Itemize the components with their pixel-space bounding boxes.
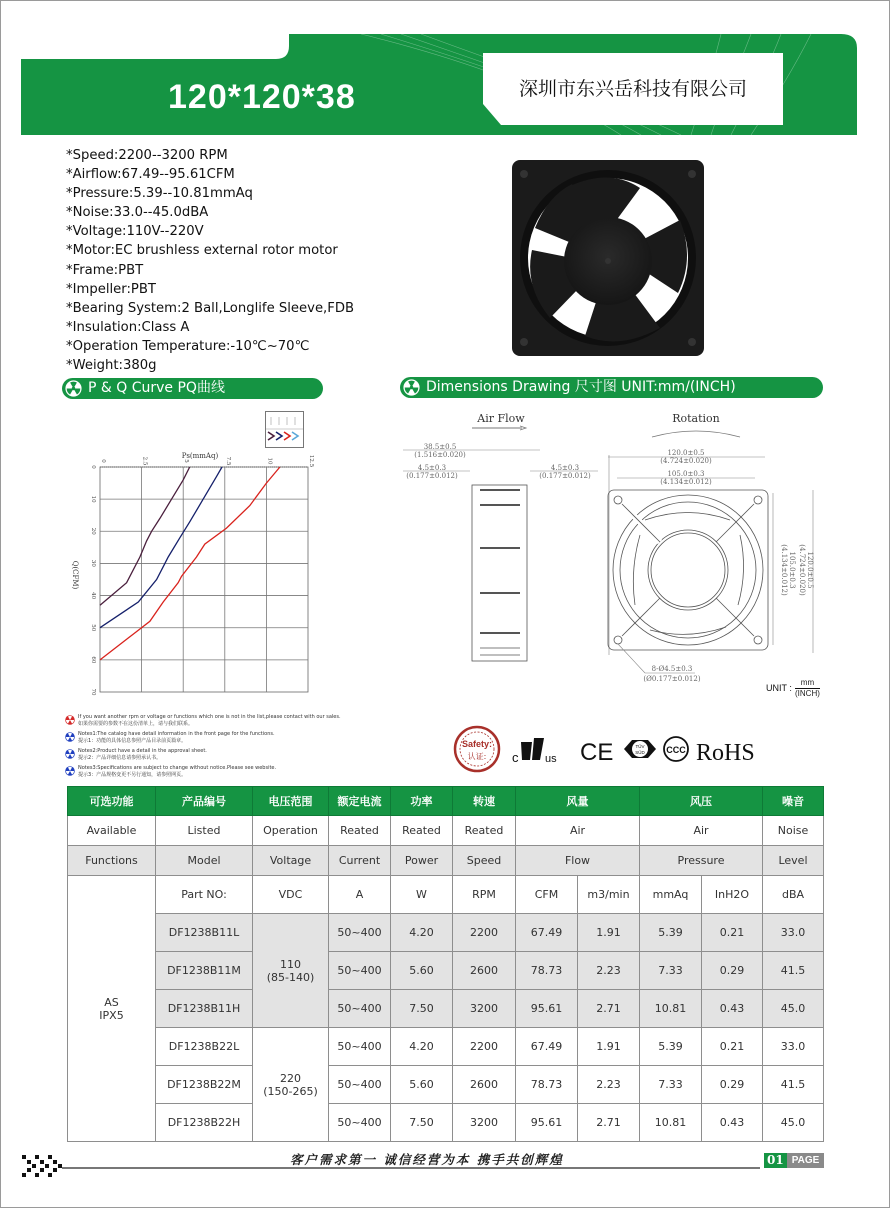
rohs-logo: RoHS — [696, 740, 755, 766]
mmaq-cell: 10.81 — [640, 1104, 702, 1142]
table-header-en-2 — [68, 846, 824, 876]
hole-pitch-dim-inch: (4.134±0.012) — [660, 478, 712, 486]
cfm-cell: 67.49 — [516, 1028, 578, 1066]
power-cell: 5.60 — [391, 952, 453, 990]
header-cell: Air — [516, 816, 640, 846]
flange-right-dim: 4.5±0.3 — [550, 464, 580, 472]
x-tick-label: 10 — [266, 457, 273, 465]
m3-cell: 1.91 — [578, 914, 640, 952]
voltage-cell — [253, 914, 329, 1028]
note-cn: 提示3：产品规格变更不另行通知，请参照网页。 — [78, 771, 187, 778]
m3-cell: 1.91 — [578, 1028, 640, 1066]
page-number: 01 — [764, 1153, 787, 1168]
power-cell: 4.20 — [391, 1028, 453, 1066]
rotation-label: Rotation — [672, 412, 720, 425]
header-cell: Voltage — [253, 846, 329, 876]
voltage-cell — [253, 1028, 329, 1142]
width-dim: 120.0±0.5 — [667, 449, 705, 457]
certification-text: 认证: — [467, 752, 487, 761]
mmaq-cell: 7.33 — [640, 952, 702, 990]
speed-cell: 2200 — [453, 1028, 516, 1066]
header-cell: Current — [329, 846, 391, 876]
y-tick-label: 40 — [90, 592, 96, 600]
header-cell: 风压 — [640, 787, 763, 816]
dba-cell: 33.0 — [763, 914, 824, 952]
section-header-pq-curve — [62, 378, 323, 399]
note-cn: 提示1：功能的具体信息参照产品目录前页篇章。 — [78, 737, 187, 744]
header-cell: Level — [763, 846, 824, 876]
unit-cell: dBA — [763, 876, 824, 914]
flange-left-dim-inch: (0.177±0.012) — [406, 472, 458, 480]
table-header-cn — [68, 787, 824, 816]
mmaq-cell: 5.39 — [640, 914, 702, 952]
function-cell — [68, 876, 156, 1142]
unit-cell: Part NO: — [156, 876, 253, 914]
speed-cell: 2600 — [453, 1066, 516, 1104]
unit-cell: CFM — [516, 876, 578, 914]
header-cell: 产品编号 — [156, 787, 253, 816]
speed-cell: 2600 — [453, 952, 516, 990]
table-row — [68, 952, 824, 990]
speed-cell: 2200 — [453, 914, 516, 952]
header-cell: Noise — [763, 816, 824, 846]
power-cell: 7.50 — [391, 990, 453, 1028]
header-cell: Reated — [391, 816, 453, 846]
tuv-sud-logo — [624, 740, 656, 758]
page-word: PAGE — [787, 1153, 825, 1168]
x-tick-label: 2.5 — [141, 456, 148, 466]
table-row — [68, 1066, 824, 1104]
voltage-value: 220 — [280, 1071, 301, 1085]
model-cell: DF1238B22M — [156, 1066, 253, 1104]
radiation-icon — [403, 379, 420, 396]
header-cell: Air — [640, 816, 763, 846]
spec-noise: *Noise:33.0--45.0dBA — [66, 205, 209, 221]
header-cell: Model — [156, 846, 253, 876]
ce-logo: CE — [580, 739, 614, 766]
y-tick-label: 30 — [90, 559, 96, 567]
power-cell: 4.20 — [391, 914, 453, 952]
function-label: IPX5 — [99, 1008, 124, 1022]
certification-logos — [452, 722, 782, 777]
dba-cell: 41.5 — [763, 952, 824, 990]
table-row — [68, 914, 824, 952]
header-cell: Reated — [453, 816, 516, 846]
unit-cell: mmAq — [640, 876, 702, 914]
y-tick-label: 60 — [90, 656, 96, 664]
m3-cell: 2.71 — [578, 1104, 640, 1142]
vert-pitch-dim: 105.0±0.3 — [788, 551, 796, 589]
unit-cell: A — [329, 876, 391, 914]
mount-holes-dim: 8-Ø4.5±0.3 — [651, 665, 693, 673]
header-cell: Speed — [453, 846, 516, 876]
inh2o-cell: 0.21 — [702, 1028, 763, 1066]
spec-frame: *Frame:PBT — [66, 262, 144, 278]
tuv-text: TÜV — [635, 744, 645, 749]
mmaq-cell: 5.39 — [640, 1028, 702, 1066]
depth-dim: 38.5±0.5 — [423, 443, 457, 451]
current-cell: 50~400 — [329, 1066, 391, 1104]
function-label: AS — [104, 995, 119, 1009]
mmaq-cell: 10.81 — [640, 990, 702, 1028]
sud-text: SÜD — [635, 750, 645, 755]
ul-logo — [512, 738, 557, 765]
model-cell: DF1238B22H — [156, 1104, 253, 1142]
inh2o-cell: 0.43 — [702, 1104, 763, 1142]
power-cell: 5.60 — [391, 1066, 453, 1104]
depth-dim-inch: (1.516±0.020) — [414, 451, 466, 459]
x-tick-label: 0 — [100, 459, 106, 463]
dba-cell: 33.0 — [763, 1028, 824, 1066]
model-cell: DF1238B11L — [156, 914, 253, 952]
mount-holes-dim-inch: (Ø0.177±0.012) — [643, 675, 701, 683]
dba-cell: 41.5 — [763, 1066, 824, 1104]
spec-voltage: *Voltage:110V--220V — [66, 224, 204, 240]
x-tick-label: 12.5 — [308, 454, 314, 468]
chevron-arrows-icon — [22, 1155, 64, 1177]
spec-weight: *Weight:380g — [66, 358, 157, 374]
spec-list — [66, 146, 354, 375]
page-badge — [764, 1153, 824, 1168]
inh2o-cell: 0.29 — [702, 1066, 763, 1104]
voltage-range: (85-140) — [266, 970, 315, 984]
cfm-cell: 95.61 — [516, 1104, 578, 1142]
spec-bearing: *Bearing System:2 Ball,Longlife Sleeve,FDB — [66, 300, 355, 316]
cfm-cell: 78.73 — [516, 1066, 578, 1104]
y-tick-label: 70 — [90, 688, 96, 696]
current-cell: 50~400 — [329, 914, 391, 952]
info-radiation-icon — [65, 749, 75, 759]
unit-label: UNIT : — [766, 683, 792, 693]
x-tick-label: 5 — [183, 459, 190, 463]
m3-cell: 2.23 — [578, 952, 640, 990]
cfm-cell: 67.49 — [516, 914, 578, 952]
warning-radiation-icon — [65, 715, 75, 725]
footer-slogan: 客户需求第一 诚信经营为本 携手共创辉煌 — [290, 1152, 564, 1167]
header-cell: 风量 — [516, 787, 640, 816]
air-flow-label: Air Flow — [477, 412, 525, 425]
header-cell: 可选功能 — [68, 787, 156, 816]
dba-cell: 45.0 — [763, 1104, 824, 1142]
info-radiation-icon — [65, 732, 75, 742]
table-units-row — [68, 876, 824, 914]
dimensions-drawing — [390, 405, 830, 705]
note-en: Notes2:Product have a detail in the approval sheet. — [78, 748, 207, 754]
spec-impeller: *Impeller:PBT — [66, 281, 156, 297]
note-item — [65, 765, 395, 778]
inh2o-cell: 0.21 — [702, 914, 763, 952]
model-cell: DF1238B11H — [156, 990, 253, 1028]
unit-cell: InH2O — [702, 876, 763, 914]
y-tick-label: 50 — [90, 624, 96, 632]
rotation-arrow — [652, 431, 740, 437]
unit-cell: m3/min — [578, 876, 640, 914]
header-cell: 功率 — [391, 787, 453, 816]
voltage-range: (150-265) — [263, 1084, 318, 1098]
header-cell: 电压范围 — [253, 787, 329, 816]
safety-text: Safety: — [461, 739, 493, 749]
header-cell: Listed — [156, 816, 253, 846]
model-title: 120*120*38 — [168, 78, 356, 116]
header-cell: Functions — [68, 846, 156, 876]
company-name: 深圳市东兴岳科技有限公司 — [518, 78, 747, 100]
chevron-arrows-icon — [21, 34, 77, 56]
power-cell: 7.50 — [391, 1104, 453, 1142]
inh2o-cell: 0.43 — [702, 990, 763, 1028]
spec-insulation: *Insulation:Class A — [66, 319, 190, 335]
unit-cell: VDC — [253, 876, 329, 914]
plot-area — [100, 467, 308, 692]
section-title-dimensions: Dimensions Drawing 尺寸图 UNIT:mm/(INCH) — [426, 379, 736, 395]
cfm-cell: 78.73 — [516, 952, 578, 990]
note-item — [65, 748, 395, 761]
header-cell: Pressure — [640, 846, 763, 876]
table-header-en-1 — [68, 816, 824, 846]
y-axis-label: Q(CFM) — [71, 560, 79, 590]
current-cell: 50~400 — [329, 1028, 391, 1066]
header-cell: Available — [68, 816, 156, 846]
unit-inch: (INCH) — [795, 689, 820, 698]
table-row — [68, 1028, 824, 1066]
note-cn: 提示2：产品详细信息请参照承认书。 — [78, 754, 162, 761]
header-cell: Operation — [253, 816, 329, 846]
dba-cell: 45.0 — [763, 990, 824, 1028]
ul-us-text: us — [545, 753, 557, 765]
flange-left-dim: 4.5±0.3 — [417, 464, 447, 472]
spec-temperature: *Operation Temperature:-10℃~70℃ — [66, 338, 310, 354]
note-cn: 如果你需要的参数不在这份清单上，请与我们联系。 — [78, 720, 194, 727]
ccc-text: CCC — [666, 745, 686, 755]
unit-cell: W — [391, 876, 453, 914]
spec-airflow: *Airflow:67.49--95.61CFM — [66, 167, 235, 183]
inh2o-cell: 0.29 — [702, 952, 763, 990]
header-cell: Power — [391, 846, 453, 876]
x-tick-label: 7.5 — [224, 456, 231, 466]
vert-pitch-dim-inch: (4.134±0.012) — [780, 544, 788, 596]
header-cell: 转速 — [453, 787, 516, 816]
notes-list — [65, 714, 395, 782]
width-dim-inch: (4.724±0.020) — [660, 457, 712, 465]
model-cell: DF1238B11M — [156, 952, 253, 990]
fan-front-view — [608, 490, 768, 650]
pq-curve-chart — [60, 400, 330, 700]
section-title-pq-curve: P & Q Curve PQ曲线 — [88, 380, 225, 396]
fan-side-view — [472, 485, 527, 661]
note-en: If you want another rpm or voltage or functions which one is not in the list,please contact with our sales. — [78, 714, 341, 720]
current-cell: 50~400 — [329, 952, 391, 990]
ul-c-text: c — [512, 750, 519, 765]
current-cell: 50~400 — [329, 990, 391, 1028]
safety-seal-logo — [455, 727, 499, 771]
header-cell: Flow — [516, 846, 640, 876]
speed-cell: 3200 — [453, 1104, 516, 1142]
ccc-logo — [664, 737, 688, 761]
section-header-dimensions — [400, 377, 823, 398]
unit-fraction — [795, 678, 820, 699]
height-dim: 120.0±0.5 — [806, 551, 814, 589]
spec-pressure: *Pressure:5.39--10.81mmAq — [66, 186, 253, 202]
current-cell: 50~400 — [329, 1104, 391, 1142]
note-en: Notes3:Specifications are subject to change without notice.Please see website. — [78, 765, 277, 771]
fan-product-image — [510, 158, 706, 358]
company-box — [483, 53, 783, 125]
table-row — [68, 990, 824, 1028]
voltage-value: 110 — [280, 957, 301, 971]
note-item — [65, 731, 395, 744]
x-axis-label: Ps(mmAq) — [181, 452, 219, 460]
header-banner — [21, 34, 857, 135]
model-cell: DF1238B22L — [156, 1028, 253, 1066]
m3-cell: 2.71 — [578, 990, 640, 1028]
hole-pitch-dim: 105.0±0.3 — [667, 470, 705, 478]
spec-table — [67, 786, 824, 1142]
y-tick-label: 0 — [90, 465, 96, 469]
speed-cell: 3200 — [453, 990, 516, 1028]
header-cell: 噪音 — [763, 787, 824, 816]
unit-cell: RPM — [453, 876, 516, 914]
header-cell: Reated — [329, 816, 391, 846]
flange-right-dim-inch: (0.177±0.012) — [539, 472, 591, 480]
y-tick-label: 10 — [90, 495, 96, 503]
note-item — [65, 714, 395, 727]
spec-speed: *Speed:2200--3200 RPM — [66, 148, 228, 163]
mmaq-cell: 7.33 — [640, 1066, 702, 1104]
cfm-cell: 95.61 — [516, 990, 578, 1028]
header-cell: 额定电流 — [329, 787, 391, 816]
height-dim-inch: (4.724±0.020) — [798, 544, 806, 596]
unit-mm: mm — [795, 678, 820, 689]
note-en: Notes1:The catalog have detail information in the front page for the functions. — [78, 731, 275, 737]
table-row — [68, 1104, 824, 1142]
y-tick-label: 20 — [90, 527, 96, 535]
radiation-icon — [65, 380, 82, 397]
m3-cell: 2.23 — [578, 1066, 640, 1104]
spec-motor: *Motor:EC brushless external rotor motor — [66, 243, 338, 259]
info-radiation-icon — [65, 766, 75, 776]
series-line-M — [100, 467, 222, 628]
